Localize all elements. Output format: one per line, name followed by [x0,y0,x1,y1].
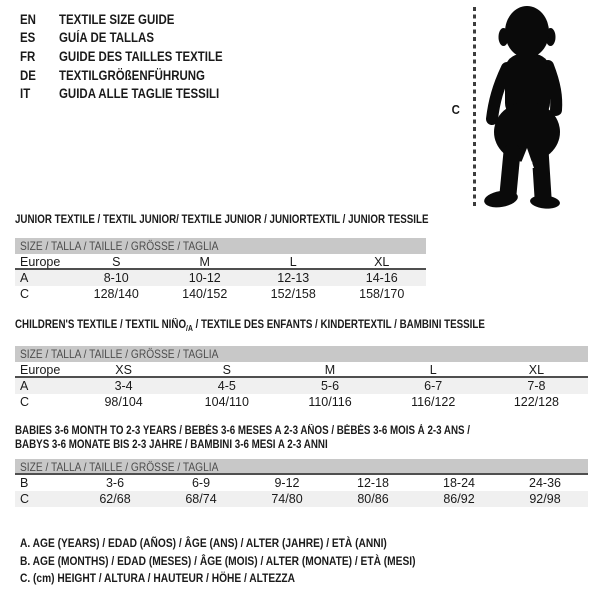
value-cell: 80/86 [357,492,389,506]
value-cell: 6-9 [191,476,211,490]
size-cell: XS [115,363,132,377]
row-label: Europe [20,363,61,377]
table-row [15,270,426,286]
row-label: A [20,271,29,285]
value-cell: 8-10 [103,271,129,285]
value-cell: 18-24 [443,476,475,490]
height-measure-label: C [451,102,460,117]
value-cell: 110/116 [308,395,352,409]
value-cell: 6-7 [424,379,443,393]
size-cell: XL [528,363,545,377]
value-cell: 9-12 [274,476,300,490]
language-row [20,47,252,66]
value-cell: 7-8 [527,379,546,393]
value-cell: 158/170 [359,287,405,301]
value-cell: 152/158 [270,287,316,301]
value-cell: 68/74 [185,492,217,506]
table-row [15,475,588,491]
language-code: DE [20,67,36,83]
size-header-bar: SIZE / TALLA / TAILLE / GRÖSSE / TAGLIA [15,238,426,254]
value-cell: 5-6 [320,379,340,393]
babies-size-table [15,459,588,507]
toddler-silhouette-figure [482,2,592,210]
language-title: GUIDA ALLE TAGLIE TESSILI [59,86,220,102]
value-cell: 3-4 [114,379,133,393]
size-header-bar: SIZE / TALLA / TAILLE / GRÖSSE / TAGLIA [15,459,588,475]
junior-size-table [15,238,426,302]
table-row [15,254,426,270]
size-cell: L [429,363,437,377]
row-label: A [20,379,29,393]
value-cell: 4-5 [217,379,236,393]
size-cell: M [199,255,210,269]
language-row [20,10,252,29]
table-row [15,394,588,410]
value-cell: 3-6 [105,476,125,490]
section-title-children: CHILDREN'S TEXTILE / TEXTIL $NIÑO_{/A}$ / TEXTILE DES ENFANTS / KINDERTEXTIL / BAMBINI TESSILE [15,319,485,333]
footnotes [20,535,485,588]
size-cell: M [324,363,336,377]
height-measure-dashed-line [473,7,476,207]
value-cell: 128/140 [93,287,139,301]
section-title-junior: JUNIOR TEXTILE / TEXTIL JUNIOR/ TEXTILE JUNIOR / JUNIORTEXTIL / JUNIOR TESSILE [15,214,429,226]
language-title: TEXTILE SIZE GUIDE [59,11,175,27]
value-cell: 14-16 [365,271,398,285]
subscript: /A [186,324,193,333]
value-cell: 98/104 [104,395,143,409]
language-row [20,29,252,48]
children-size-table [15,346,588,410]
value-cell: 62/68 [99,492,131,506]
language-row [20,66,252,85]
value-cell: 24-36 [529,476,561,490]
language-title: TEXTILGRÖßENFÜHRUNG [59,67,205,83]
value-cell: 12-13 [277,271,310,285]
value-cell: 10-12 [188,271,221,285]
row-label: C [20,492,30,506]
value-cell: 140/152 [182,287,228,301]
language-code: FR [20,48,36,64]
row-label: C [20,287,30,301]
language-row [20,84,252,103]
size-cell: S [112,255,121,269]
language-code: IT [20,86,31,102]
value-cell: 12-18 [357,476,389,490]
language-title-block [20,10,252,103]
footnote-b: B. AGE (MONTHS) / EDAD (MESES) / ÂGE (MOIS) / ALTER (MONATE) / ETÀ (MESI) [20,553,416,568]
row-label: B [20,476,29,490]
language-code: EN [20,11,36,27]
size-cell: XL [374,255,390,269]
value-cell: 74/80 [271,492,303,506]
footnote-c: C. (cm) HEIGHT / ALTURA / HAUTEUR / HÖHE / ALTEZZA [20,571,296,586]
value-cell: 92/98 [529,492,561,506]
table-row [15,491,588,507]
table-row [15,378,588,394]
value-cell: 122/128 [513,395,559,409]
row-label: C [20,395,30,409]
size-cell: L [289,255,297,269]
row-label: Europe [20,255,61,269]
table-row [15,286,426,302]
footnote-a: A. AGE (YEARS) / EDAD (AÑOS) / ÂGE (ANS) / ALTER (JAHRE) / ETÀ (ANNI) [20,536,387,550]
value-cell: 104/110 [204,395,249,409]
size-header-bar: SIZE / TALLA / TAILLE / GRÖSSE / TAGLIA [15,346,588,362]
section-title-babies: BABIES 3-6 MONTH TO 2-3 YEARS / BEBÉS 3-6 MESES A 2-3 AÑOS / BÉBÉS 3-6 MOIS À 2-3 ANS / BABYS 3-6 MONATE BIS 2-3 JAHRE / BAMBINI 3-6 MESI A 2-3 ANNI [15,425,471,451]
value-cell: 116/122 [411,395,456,409]
table-row [15,362,588,378]
size-cell: S [222,363,231,377]
language-code: ES [20,30,36,46]
value-cell: 86/92 [443,492,475,506]
language-title: GUIDE DES TAILLES TEXTILE [59,48,223,64]
language-title: GUÍA DE TALLAS [59,30,154,46]
